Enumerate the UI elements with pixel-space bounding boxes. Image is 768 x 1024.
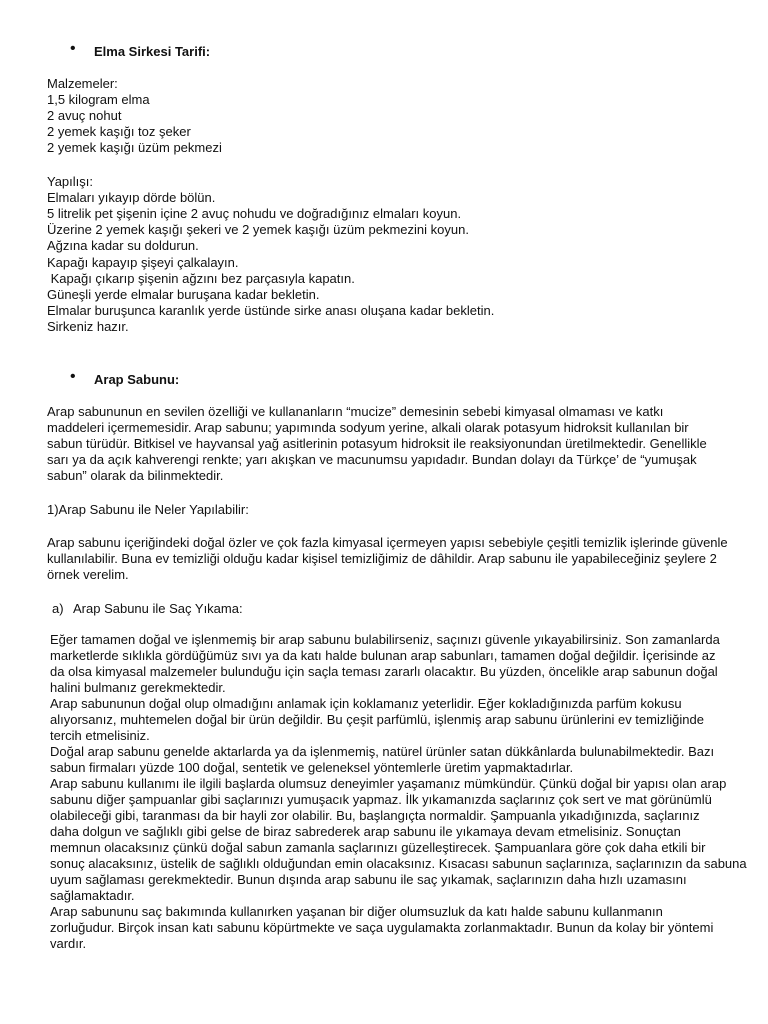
list-marker: a)	[52, 601, 64, 616]
step-item: Ağzına kadar su doldurun.	[47, 238, 199, 253]
text-line: örnek verelim.	[47, 567, 129, 582]
ingredients-label: Malzemeler:	[47, 76, 118, 91]
step-item: Sirkeniz hazır.	[47, 319, 129, 334]
step-item: Elmalar buruşunca karanlık yerde üstünde sirke anası oluşana kadar bekletin.	[47, 303, 495, 318]
text-line: sabunu diğer şampuanlar gibi saçlarınızı yumuşacık yapmaz. İlk yıkamanızda saçlarınız çok sert ve mat görünümlü	[50, 792, 712, 807]
text-line: zorluğudur. Birçok insan katı sabunu köpürtmekte ve saça uygulamakta zorlanmaktadır. Bunun da kolay bir yöntemi	[50, 920, 714, 935]
text-line: sabun” olarak da bilinmektedir.	[47, 468, 224, 483]
item-title: Arap Sabunu ile Saç Yıkama:	[73, 601, 243, 616]
text-line: kullanılabilir. Buna ev temizliği olduğu kadar kişisel temizliğimiz de dâhildir. Arap sabunu ile yapabileceğiniz şeylere 2	[47, 551, 717, 566]
text-line: sabun türüdür. Bitkisel ve hayvansal yağ asitlerinin potasyum hidroksit ile reaksiyonundan üretilmektedir. Genellikle	[47, 436, 707, 451]
text-line: Arap sabununun en sevilen özelliği ve kullananların “mucize” demesinin sebebi kimyasal olmaması ve katkı	[47, 404, 664, 419]
text-line: maddeleri içermemesidir. Arap sabunu; yapımında sodyum yerine, alkali olarak potasyum hidroksit kullanılan bir	[47, 420, 689, 435]
ingredient-item: 2 yemek kaşığı toz şeker	[47, 124, 191, 139]
text-line: Arap sabununun doğal olup olmadığını anlamak için koklamanız yeterlidir. Eğer kokladığınızda parfüm kokusu	[50, 696, 682, 711]
text-line: Eğer tamamen doğal ve işlenmemiş bir arap sabunu bulabilirseniz, saçınızı güvenle yıkayabilirsiniz. Son zamanlarda	[50, 632, 720, 647]
text-line: Arap sabunu içeriğindeki doğal özler ve çok fazla kimyasal içermeyen yapısı sebebiyle çeşitli temizlik işlerinde güvenle	[47, 535, 728, 550]
text-line: sarı ya da açık kahverengi renkte; yarı akışkan ve macunumsu yapıdadır. Bundan dolayı da Türkçe’ de “yumuşak	[47, 452, 697, 467]
text-line: sağlamaktadır.	[50, 888, 135, 903]
text-line: vardır.	[50, 936, 87, 951]
step-item: Üzerine 2 yemek kaşığı şekeri ve 2 yemek kaşığı üzüm pekmezini koyun.	[47, 222, 469, 237]
ingredient-item: 2 avuç nohut	[47, 108, 122, 123]
bullet-icon	[70, 42, 78, 50]
step-item: Kapağı kapayıp şişeyi çalkalayın.	[47, 255, 239, 270]
text-line: marketlerde sıklıkla gördüğümüz sıvı ya da katı halde bulunan arap sabunları, tamamen doğal değildir. İçerisinde az	[50, 648, 716, 663]
text-line: sonuç alacaksınız, üstelik de sağlıklı olduğundan emin olacaksınız. Kısacası sabunun saçlarınıza, saçlarınızın da sabuna	[50, 856, 747, 871]
steps-label: Yapılışı:	[47, 174, 94, 189]
text-line: memnun olacaksınız çünkü doğal sabun zamanla saçlarınızı güzelleştirecek. Şampuanlara göre çok daha etkili bir	[50, 840, 706, 855]
elma-title: Elma Sirkesi Tarifi:	[94, 44, 211, 59]
text-line: Arap sabununu saç bakımında kullanırken yaşanan bir diğer olumsuzluk da katı halde sabunu kullanmanın	[50, 904, 663, 919]
text-line: sabun firmaları yüzde 100 doğal, sentetik ve geleneksel yöntemlerle üretim yapmaktadırlar.	[50, 760, 574, 775]
item-body	[50, 632, 747, 952]
ingredient-item: 1,5 kilogram elma	[47, 92, 150, 107]
step-item: 5 litrelik pet şişenin içine 2 avuç nohudu ve doğradığınız elmaları koyun.	[47, 206, 462, 221]
step-item: Kapağı çıkarıp şişenin ağzını bez parçasıyla kapatın.	[47, 271, 355, 286]
text-line: Arap sabunu kullanımı ile ilgili başlarda olumsuz deneyimler yaşamanız mümkündür. Çünkü doğal bir yapısı olan arap	[50, 776, 727, 791]
bullet-icon	[70, 370, 78, 378]
text-line: uyum sağlaması gerekmektedir. Bunun dışında arap sabunu ile saç yıkamak, saçlarınızın daha hızlı uzamasını	[50, 872, 687, 887]
text-line: tercih etmelisiniz.	[50, 728, 150, 743]
text-line: Doğal arap sabunu genelde aktarlarda ya da işlenmemiş, natürel ürünler satan dükkânlarda bulunabilmektedir. Bazı	[50, 744, 715, 759]
step-item: Güneşli yerde elmalar buruşana kadar bekletin.	[47, 287, 320, 302]
text-line: alıyorsanız, muhtemelen doğal bir ürün değildir. Bu çeşit parfümlü, işlenmiş arap sabunu ürünlerini ev temizliğinde	[50, 712, 704, 727]
step-item: Elmaları yıkayıp dörde bölün.	[47, 190, 216, 205]
text-line: da olsa kimyasal malzemeler bulunduğu için saçla teması zararlı olacaktır. Bu yüzden, öncelikle arap sabunun doğal	[50, 664, 718, 679]
text-line: halini bulmanız gerekmektedir.	[50, 680, 226, 695]
text-line: olabileceği gibi, taranması da bir hayli zor olabilir. Bu, başlangıçta normaldir. Şampuanla yıkadığınızda, saçlarınız	[50, 808, 700, 823]
ingredient-item: 2 yemek kaşığı üzüm pekmezi	[47, 140, 222, 155]
intro-paragraph	[47, 404, 737, 484]
arap-title: Arap Sabunu:	[94, 372, 180, 387]
uses-subheading: 1)Arap Sabunu ile Neler Yapılabilir:	[47, 502, 249, 517]
uses-paragraph	[47, 535, 737, 583]
text-line: daha dolgun ve sağlıklı gibi gelse de biraz sabrederek arap sabunu ile yıkamaya devam etmelisiniz. Sonuçtan	[50, 824, 681, 839]
